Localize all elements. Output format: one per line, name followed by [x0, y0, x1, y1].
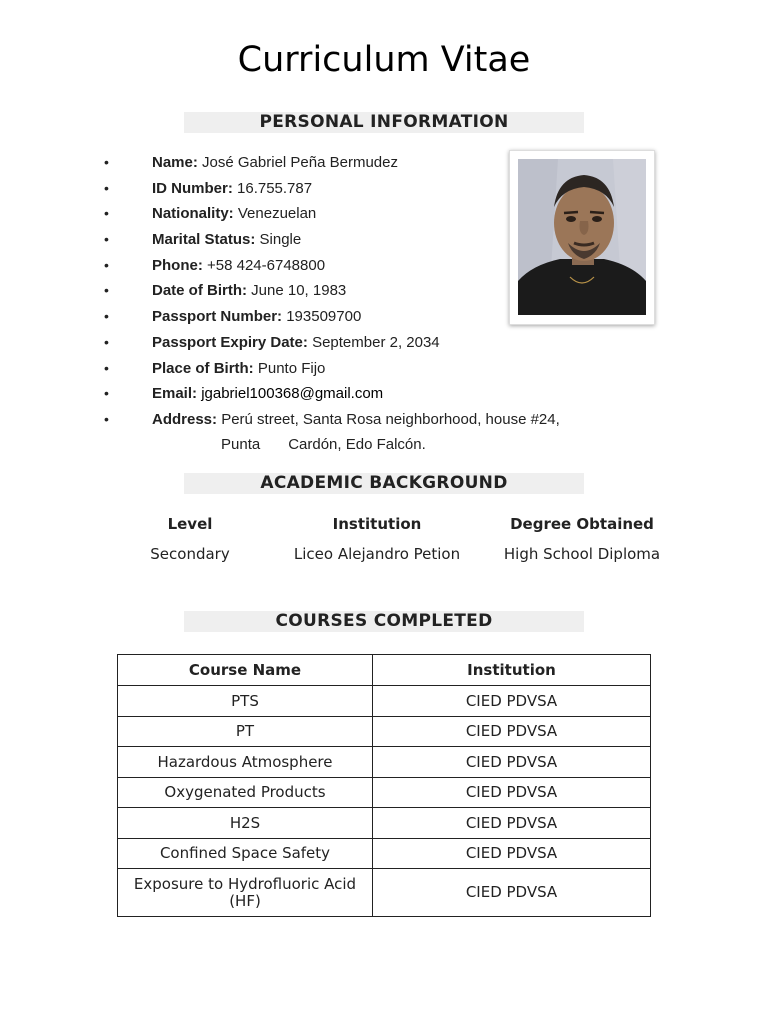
course-name-cell: Hazardous Atmosphere: [118, 747, 373, 778]
section-header-personal-information: PERSONAL INFORMATION: [184, 112, 584, 133]
info-value: José Gabriel Peña Bermudez: [202, 154, 398, 171]
info-value: 16.755.787: [237, 179, 313, 197]
bullet-icon: •: [104, 154, 109, 170]
table-cell: Secondary: [150, 545, 230, 563]
column-header: Institution: [332, 515, 422, 533]
info-label: ID Number:: [152, 179, 233, 197]
info-label: Phone:: [152, 256, 203, 274]
address-continuation-part: Punta: [221, 436, 261, 453]
list-item: [104, 381, 584, 407]
table-cell: Liceo Alejandro Petion: [293, 545, 461, 563]
bullet-icon: •: [104, 385, 109, 402]
list-item: [104, 330, 584, 356]
info-value: Perú street, Santa Rosa neighborhood, house #24,: [221, 410, 560, 428]
column-header: Institution: [373, 655, 651, 686]
table-cell: High School Diploma: [503, 545, 661, 563]
course-name-cell: PTS: [118, 686, 373, 717]
address-continuation: [221, 432, 426, 457]
info-label: Name:: [152, 154, 198, 171]
table-row: [118, 777, 651, 808]
info-label: Marital Status:: [152, 231, 256, 249]
info-label: Passport Expiry Date:: [152, 333, 308, 351]
info-value: September 2, 2034: [312, 333, 440, 351]
column-header: Level: [167, 515, 213, 533]
course-name-cell: Exposure to Hydrofluoric Acid (HF): [118, 869, 373, 917]
info-value: 193509700: [286, 308, 362, 326]
column-header: Degree Obtained: [510, 515, 654, 533]
info-value: Venezuelan: [237, 205, 317, 223]
email-value[interactable]: jgabriel100368@gmail.com: [201, 385, 384, 403]
table-header-row: [118, 655, 651, 686]
bullet-icon: •: [104, 205, 109, 222]
profile-photo-illustration: [518, 159, 646, 315]
institution-cell: CIED PDVSA: [373, 869, 651, 917]
list-item: [104, 356, 584, 382]
info-label: Place of Birth:: [152, 359, 254, 377]
section-header-academic-background: ACADEMIC BACKGROUND: [184, 473, 584, 494]
table-row: [118, 808, 651, 839]
course-name-cell: PT: [118, 716, 373, 747]
info-value: +58 424-6748800: [207, 256, 326, 274]
institution-cell: CIED PDVSA: [373, 747, 651, 778]
address-continuation-part: Cardón, Edo Falcón.: [288, 436, 426, 453]
institution-cell: CIED PDVSA: [373, 777, 651, 808]
courses-table: [117, 654, 651, 917]
info-value: Single: [259, 231, 302, 249]
institution-cell: CIED PDVSA: [373, 686, 651, 717]
table-row: [118, 869, 651, 917]
bullet-icon: •: [104, 410, 109, 427]
table-row: [118, 838, 651, 869]
profile-photo: [518, 159, 646, 315]
bullet-icon: •: [104, 308, 109, 325]
info-label: Address:: [152, 410, 218, 428]
info-label: Nationality:: [152, 205, 234, 223]
table-row: [118, 747, 651, 778]
table-row: [118, 716, 651, 747]
info-label: Passport Number:: [152, 308, 283, 326]
bullet-icon: •: [104, 333, 109, 350]
page-title: Curriculum Vitae: [237, 40, 531, 80]
table-row: [118, 686, 651, 717]
institution-cell: CIED PDVSA: [373, 838, 651, 869]
info-value: June 10, 1983: [251, 282, 347, 300]
section-header-courses-completed: COURSES COMPLETED: [184, 611, 584, 632]
bullet-icon: •: [104, 282, 109, 299]
course-name-cell: Confined Space Safety: [118, 838, 373, 869]
bullet-icon: •: [104, 256, 109, 273]
course-name-cell: Oxygenated Products: [118, 777, 373, 808]
institution-cell: CIED PDVSA: [373, 716, 651, 747]
info-label: Email:: [152, 385, 198, 403]
column-header: Course Name: [118, 655, 373, 686]
profile-photo-frame: [509, 150, 655, 325]
institution-cell: CIED PDVSA: [373, 808, 651, 839]
bullet-icon: •: [104, 179, 109, 196]
bullet-icon: •: [104, 359, 109, 376]
list-item: [104, 407, 584, 433]
info-value: Punto Fijo: [257, 359, 326, 377]
bullet-icon: •: [104, 231, 109, 248]
info-label: Date of Birth:: [152, 282, 247, 300]
course-name-cell: H2S: [118, 808, 373, 839]
